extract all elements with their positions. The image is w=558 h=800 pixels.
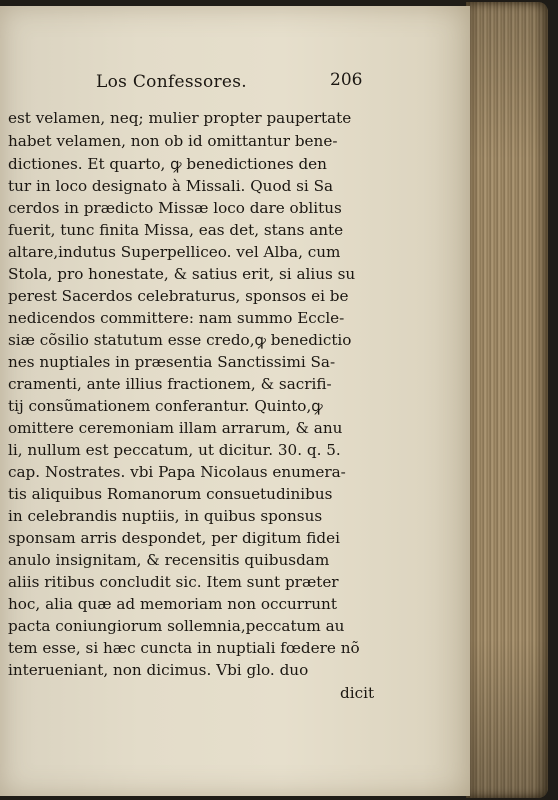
text-line: interueniant, non dicimus. Vbi glo. duo <box>8 661 309 679</box>
text-line: aliis ritibus concludit sic. Item sunt præter <box>8 573 339 591</box>
text-line: tem esse, si hæc cuncta in nuptiali fœdere nõ <box>8 639 360 657</box>
text-line: in celebrandis nuptiis, in quibus sponsus <box>8 507 323 525</box>
text-line: tis aliquibus Romanorum consuetudinibus <box>8 485 333 503</box>
text-line: cramenti, ante illius fractionem, & sacrifi- <box>8 375 332 393</box>
text-line: tij consũmationem conferantur. Quinto,ꝙ <box>8 397 323 415</box>
text-line: cap. Nostrates. vbi Papa Nicolaus enumera- <box>8 463 346 481</box>
text-line: Stola, pro honestate, & satius erit, si alius su <box>8 265 356 283</box>
text-line: altare,indutus Superpelliceo. vel Alba, cum <box>8 243 341 261</box>
text-line: perest Sacerdos celebraturus, sponsos ei be <box>8 287 349 305</box>
text-line: tur in loco designato à Missali. Quod si Sa <box>8 177 334 195</box>
running-head: Los Confessores. <box>96 72 247 92</box>
text-line: dictiones. Et quarto, ꝙ benedictiones den <box>8 155 327 173</box>
text-line: sponsam arris despondet, per digitum fidei <box>8 529 340 547</box>
text-line: nedicendos committere: nam summo Eccle- <box>8 309 345 327</box>
text-line: fuerit, tunc finita Missa, eas det, stans ante <box>8 221 344 239</box>
catchword: dicit <box>340 684 375 702</box>
text-line: pacta coniungiorum sollemnia,peccatum au <box>8 617 345 635</box>
text-line: omittere ceremoniam illam arrarum, & anu <box>8 419 343 437</box>
text-line: nes nuptiales in præsentia Sanctissimi Sa- <box>8 353 336 371</box>
text-line: hoc, alia quæ ad memoriam non occurrunt <box>8 595 337 613</box>
page-number: 206 <box>330 70 363 90</box>
text-line: siæ cõsilio statutum esse credo,ꝙ benedictio <box>8 331 352 349</box>
text-line: habet velamen, non ob id omittantur bene- <box>8 132 338 150</box>
text-line: anulo insignitam, & recensitis quibusdam <box>8 551 330 569</box>
book-page-edges <box>466 2 548 798</box>
text-line: est velamen, neq; mulier propter paupertate <box>8 109 352 127</box>
text-line: li, nullum est peccatum, ut dicitur. 30. q. 5. <box>8 441 341 459</box>
text-line: cerdos in prædicto Missæ loco dare oblitus <box>8 199 342 217</box>
